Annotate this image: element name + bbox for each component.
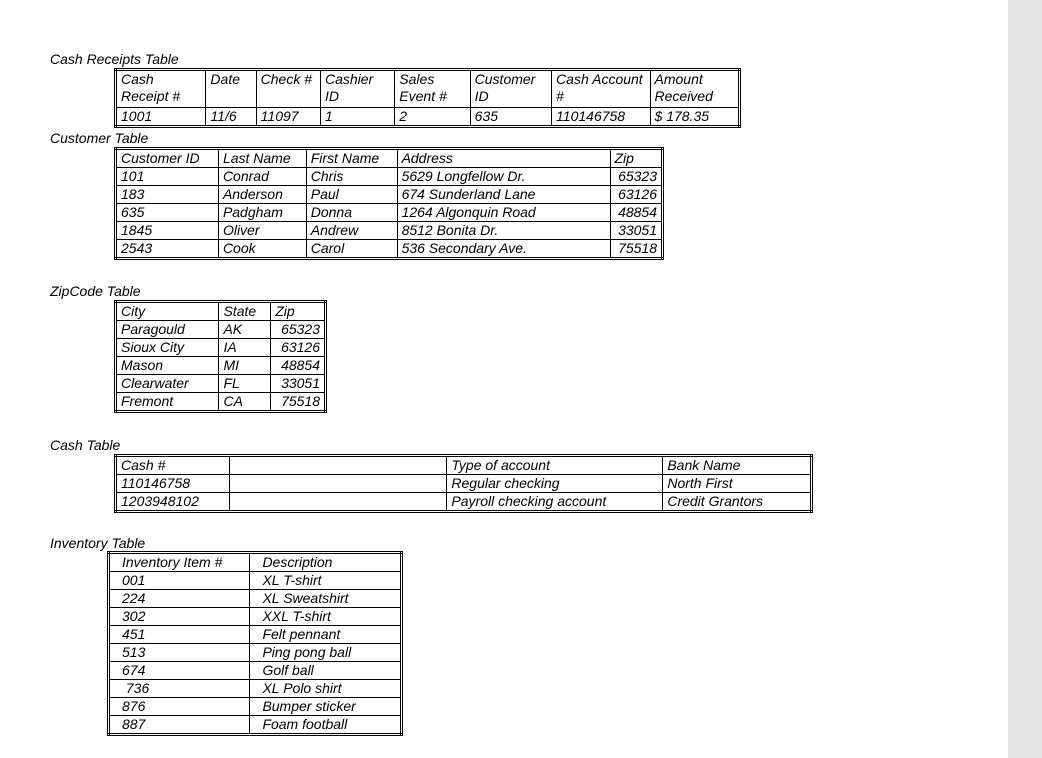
table-cell: Cook bbox=[218, 240, 306, 259]
table-cell: 635 bbox=[116, 204, 219, 222]
table-row bbox=[116, 204, 663, 222]
table-cell: 1001 bbox=[116, 108, 206, 127]
table-cell: Andrew bbox=[306, 222, 397, 240]
table-cell: Payroll checking account bbox=[447, 493, 663, 512]
table-cell: IA bbox=[219, 339, 271, 357]
table-cell: 183 bbox=[116, 186, 219, 204]
table-cell: 1203948102 bbox=[116, 493, 230, 512]
table-cell: 65323 bbox=[271, 321, 326, 339]
header-cell: Customer ID bbox=[470, 70, 551, 108]
table-cell: Clearwater bbox=[116, 375, 219, 393]
table-cell: Foam football bbox=[250, 716, 402, 735]
cash-receipts-caption: Cash Receipts Table bbox=[50, 51, 179, 67]
header-cell: City bbox=[116, 302, 219, 321]
table-cell: 110146758 bbox=[552, 108, 650, 127]
vertical-scrollbar[interactable] bbox=[1008, 0, 1042, 758]
table-cell: 635 bbox=[470, 108, 551, 127]
table-row bbox=[116, 475, 812, 493]
table-row bbox=[109, 716, 402, 735]
table-row bbox=[109, 662, 402, 680]
header-cell: Description bbox=[250, 553, 402, 572]
table-row bbox=[116, 240, 663, 259]
table-cell bbox=[230, 493, 447, 512]
header-cell: First Name bbox=[306, 149, 397, 168]
table-cell: XL Polo shirt bbox=[250, 680, 402, 698]
table-cell: 1 bbox=[320, 108, 394, 127]
table-header-row bbox=[116, 302, 326, 321]
table-row bbox=[116, 339, 326, 357]
table-cell: AK bbox=[219, 321, 271, 339]
header-cell: Customer ID bbox=[116, 149, 219, 168]
table-cell: 5629 Longfellow Dr. bbox=[397, 168, 610, 186]
table-cell: 11097 bbox=[256, 108, 320, 127]
customer-table bbox=[114, 147, 664, 260]
table-cell: 513 bbox=[109, 644, 250, 662]
table-cell: $ 178.35 bbox=[650, 108, 739, 127]
header-cell: Zip bbox=[271, 302, 326, 321]
table-cell: 11/6 bbox=[206, 108, 256, 127]
table-cell: Chris bbox=[306, 168, 397, 186]
table-cell: Fremont bbox=[116, 393, 219, 412]
header-cell: Type of account bbox=[447, 456, 663, 475]
table-cell: 001 bbox=[109, 572, 250, 590]
table-row bbox=[116, 168, 663, 186]
header-cell: Amount Received bbox=[650, 70, 739, 108]
table-row bbox=[109, 698, 402, 716]
header-cell bbox=[230, 456, 447, 475]
header-cell: Check # bbox=[256, 70, 320, 108]
table-cell: 1845 bbox=[116, 222, 219, 240]
table-cell: 110146758 bbox=[116, 475, 230, 493]
zipcode-caption: ZipCode Table bbox=[50, 283, 141, 299]
table-row bbox=[109, 644, 402, 662]
table-cell: 8512 Bonita Dr. bbox=[397, 222, 610, 240]
table-cell: 65323 bbox=[610, 168, 663, 186]
header-cell: Cash Account # bbox=[552, 70, 650, 108]
table-cell: 674 bbox=[109, 662, 250, 680]
header-cell: Cashier ID bbox=[320, 70, 394, 108]
header-cell: Zip bbox=[610, 149, 663, 168]
table-cell: 2543 bbox=[116, 240, 219, 259]
table-row bbox=[109, 626, 402, 644]
table-cell: Paragould bbox=[116, 321, 219, 339]
header-cell: Date bbox=[206, 70, 256, 108]
table-cell: 48854 bbox=[610, 204, 663, 222]
table-header-row bbox=[116, 70, 740, 108]
table-cell: Conrad bbox=[218, 168, 306, 186]
table-cell: 876 bbox=[109, 698, 250, 716]
table-cell: 48854 bbox=[271, 357, 326, 375]
table-cell: Credit Grantors bbox=[663, 493, 812, 512]
table-cell: 302 bbox=[109, 608, 250, 626]
table-cell: 33051 bbox=[271, 375, 326, 393]
table-cell: Sioux City bbox=[116, 339, 219, 357]
header-cell: Sales Event # bbox=[395, 70, 470, 108]
table-row bbox=[109, 608, 402, 626]
table-header-row bbox=[116, 456, 812, 475]
table-cell: 736 bbox=[109, 680, 250, 698]
inventory-caption: Inventory Table bbox=[50, 535, 146, 551]
table-cell: Felt pennant bbox=[250, 626, 402, 644]
table-row bbox=[116, 321, 326, 339]
header-cell: State bbox=[219, 302, 271, 321]
table-row bbox=[109, 590, 402, 608]
table-cell: XL T-shirt bbox=[250, 572, 402, 590]
table-cell: XXL T-shirt bbox=[250, 608, 402, 626]
table-cell: Ping pong ball bbox=[250, 644, 402, 662]
table-cell: Donna bbox=[306, 204, 397, 222]
table-cell: 2 bbox=[395, 108, 470, 127]
table-cell: 63126 bbox=[271, 339, 326, 357]
table-row bbox=[116, 222, 663, 240]
table-cell: 536 Secondary Ave. bbox=[397, 240, 610, 259]
inventory-table bbox=[107, 551, 403, 736]
table-row bbox=[116, 393, 326, 412]
header-cell: Bank Name bbox=[663, 456, 812, 475]
table-row bbox=[116, 108, 740, 127]
table-cell: 1264 Algonquin Road bbox=[397, 204, 610, 222]
table-row bbox=[109, 572, 402, 590]
header-cell: Address bbox=[397, 149, 610, 168]
table-cell: 75518 bbox=[271, 393, 326, 412]
table-cell: 451 bbox=[109, 626, 250, 644]
table-cell: 887 bbox=[109, 716, 250, 735]
table-cell: Regular checking bbox=[447, 475, 663, 493]
table-cell: 75518 bbox=[610, 240, 663, 259]
cash-receipts-table bbox=[114, 68, 741, 128]
table-row bbox=[116, 493, 812, 512]
table-cell: Mason bbox=[116, 357, 219, 375]
cash-caption: Cash Table bbox=[50, 437, 121, 453]
table-cell: Golf ball bbox=[250, 662, 402, 680]
header-cell: Cash # bbox=[116, 456, 230, 475]
table-header-row bbox=[109, 553, 402, 572]
table-row bbox=[116, 357, 326, 375]
table-cell: 224 bbox=[109, 590, 250, 608]
table-header-row bbox=[116, 149, 663, 168]
table-cell: 33051 bbox=[610, 222, 663, 240]
header-cell: Last Name bbox=[218, 149, 306, 168]
table-row bbox=[116, 375, 326, 393]
customer-caption: Customer Table bbox=[50, 130, 149, 146]
zipcode-table bbox=[114, 300, 327, 413]
table-cell: Paul bbox=[306, 186, 397, 204]
cash-table bbox=[114, 454, 813, 513]
table-cell: Bumper sticker bbox=[250, 698, 402, 716]
table-row bbox=[109, 680, 402, 698]
table-cell: MI bbox=[219, 357, 271, 375]
header-cell: Cash Receipt # bbox=[116, 70, 206, 108]
table-row bbox=[116, 186, 663, 204]
table-cell: Anderson bbox=[218, 186, 306, 204]
table-cell: CA bbox=[219, 393, 271, 412]
header-cell: Inventory Item # bbox=[109, 553, 250, 572]
table-cell bbox=[230, 475, 447, 493]
table-cell: XL Sweatshirt bbox=[250, 590, 402, 608]
table-cell: FL bbox=[219, 375, 271, 393]
table-cell: Oliver bbox=[218, 222, 306, 240]
table-cell: 101 bbox=[116, 168, 219, 186]
table-cell: Padgham bbox=[218, 204, 306, 222]
table-cell: North First bbox=[663, 475, 812, 493]
table-cell: 63126 bbox=[610, 186, 663, 204]
table-cell: 674 Sunderland Lane bbox=[397, 186, 610, 204]
table-cell: Carol bbox=[306, 240, 397, 259]
